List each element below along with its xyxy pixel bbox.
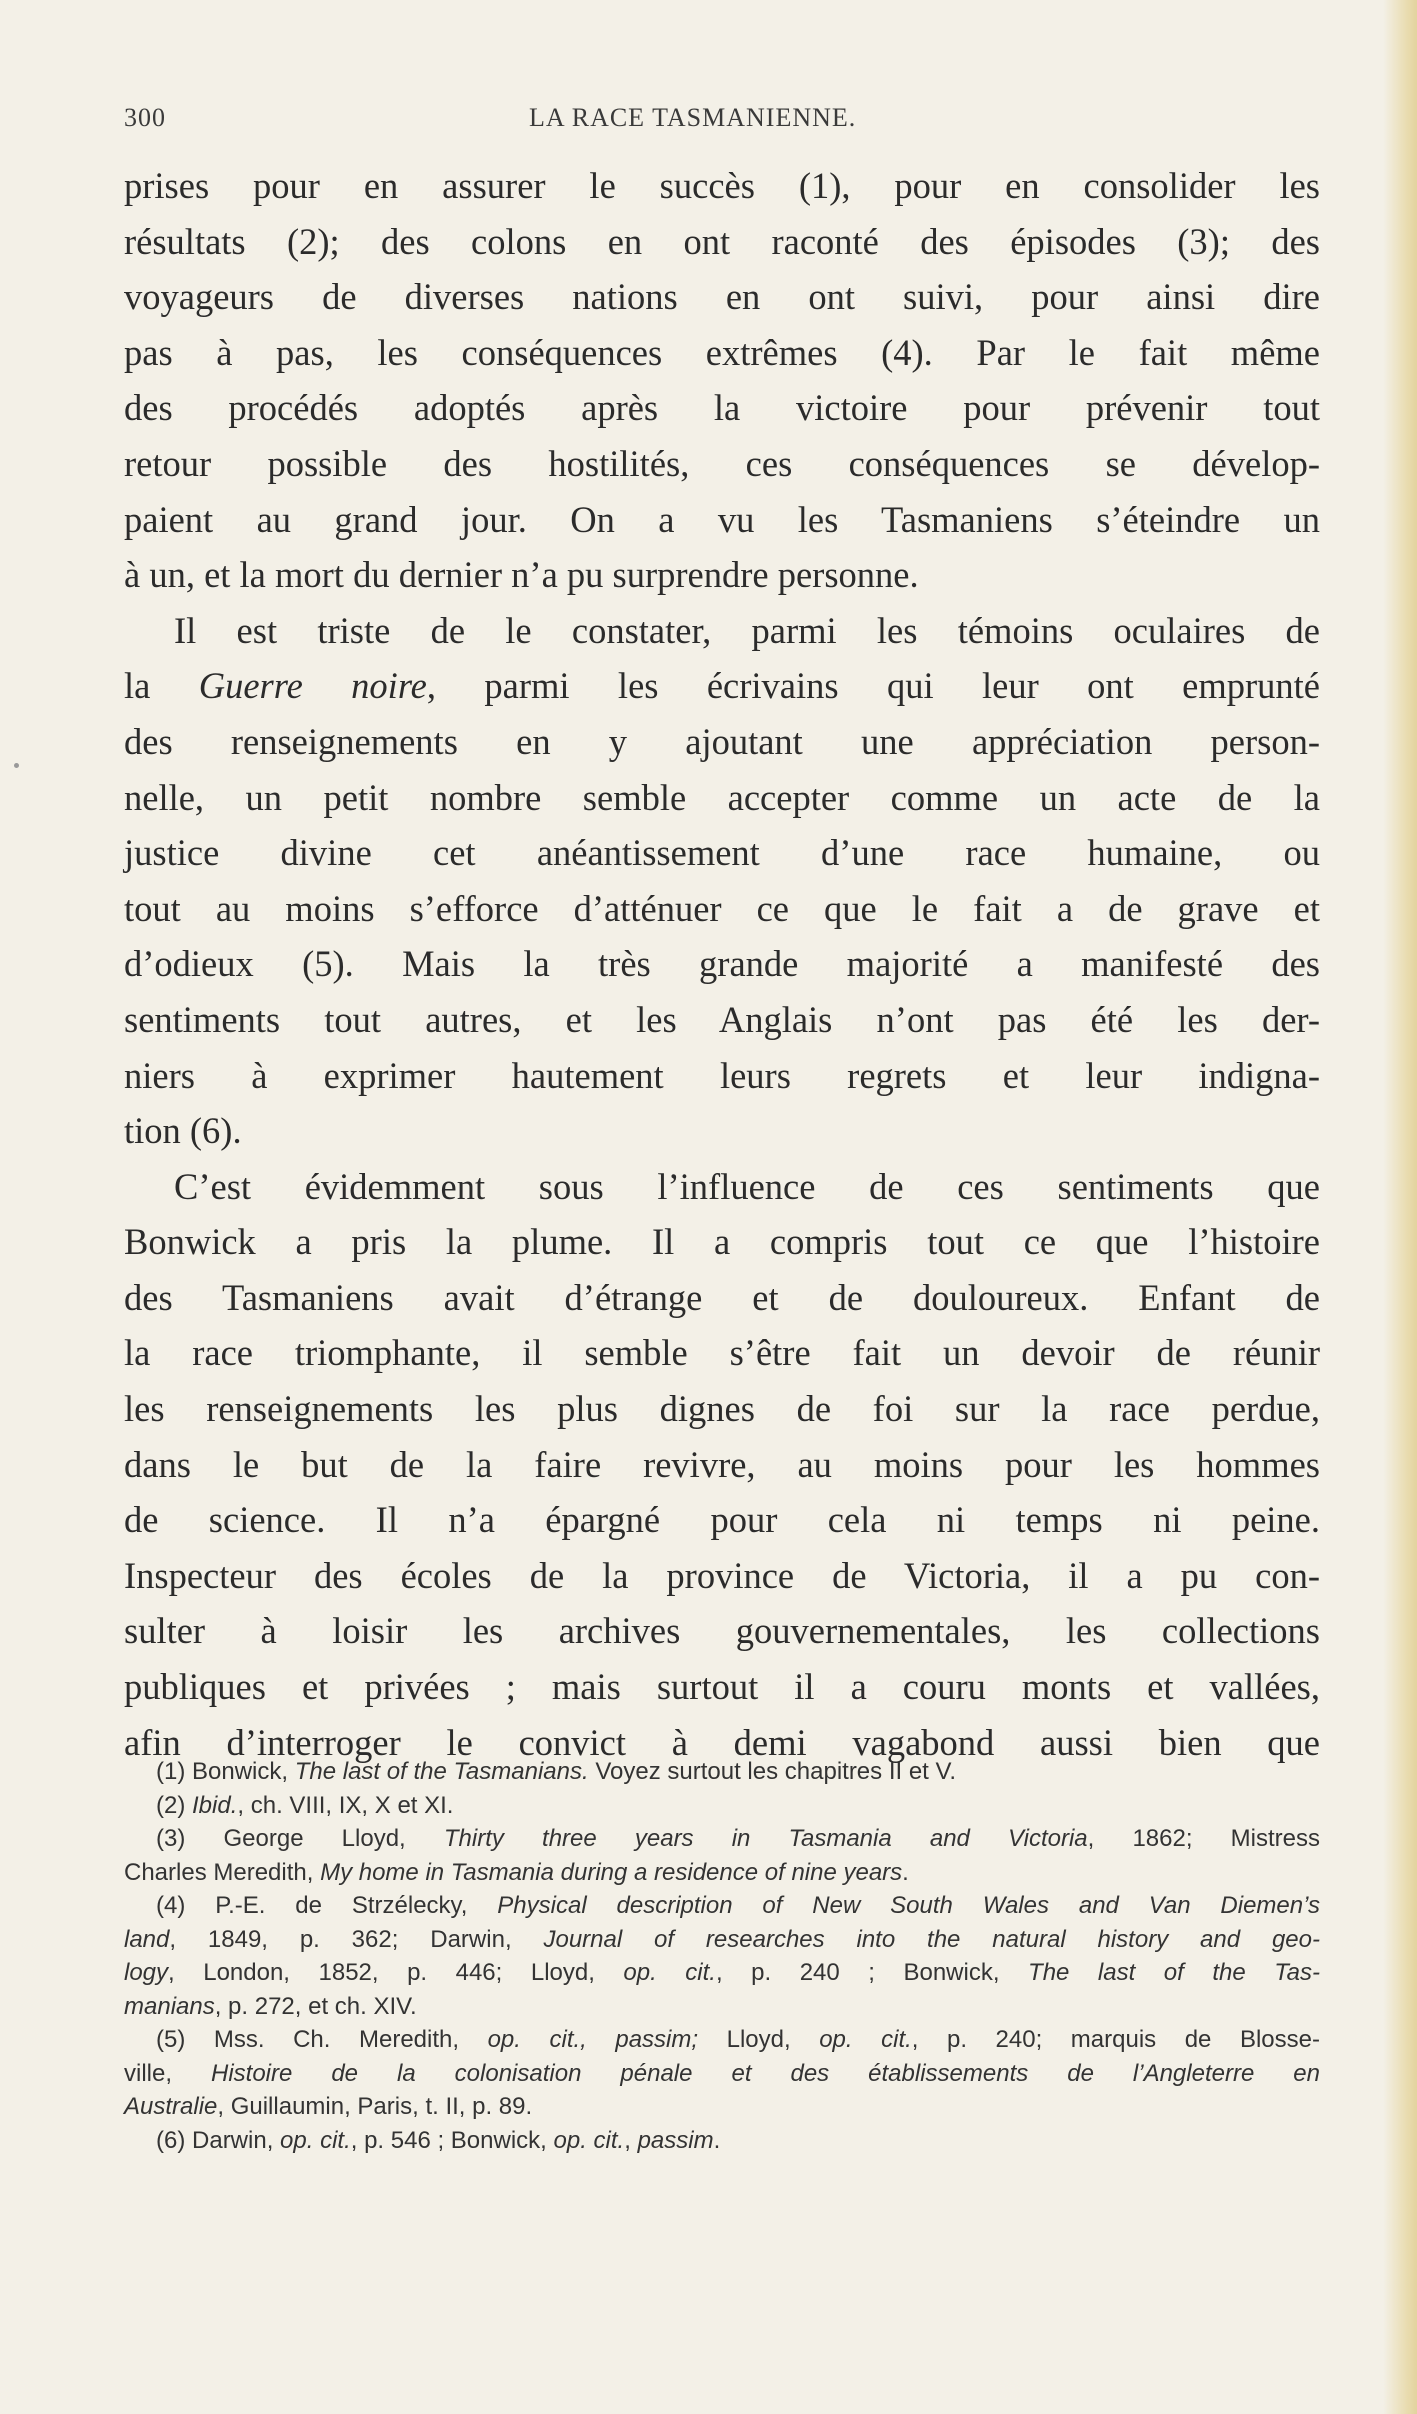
main-text (124, 158, 1320, 1770)
footnote-number: (5) (156, 2026, 186, 2053)
text-line: tion (6). (124, 1110, 242, 1152)
page-edge (1383, 0, 1417, 2414)
italic-title: Ibid. (192, 1791, 238, 1819)
text-line: des renseignements en y ajoutant une appréciation person- (124, 720, 1320, 762)
text-span: . (713, 2126, 721, 2154)
text-line: voyageurs de diverses nations en ont suivi, pour ainsi dire (124, 276, 1320, 318)
text-line (124, 658, 1320, 714)
text-span: Bonwick, (185, 1758, 295, 1785)
italic-title: The last of the Tasmanians. (294, 1758, 589, 1785)
footnote-4-cont (124, 1923, 1320, 1957)
text-span: , ch. VIII, IX, X et XI. (237, 1791, 454, 1819)
footnote-5-cont (124, 2090, 1320, 2124)
text-span: , p. 240 ; Bonwick, (715, 1959, 1029, 1986)
page-number: 300 (124, 103, 166, 132)
footnote-3-cont (124, 1856, 1320, 1890)
text-span: Il est triste de le constater, parmi les témoins oculaires de (174, 609, 1320, 651)
footnotes (124, 1755, 1320, 2157)
text-span: George Lloyd, (185, 1825, 444, 1852)
text-span: , Guillaumin, Paris, t. II, p. 89. (217, 2093, 533, 2120)
italic-title: The last of the Tas- (1028, 1959, 1320, 1986)
text-line: tout au moins s’efforce d’atténuer ce que le fait a de grave et (124, 887, 1320, 929)
italic-title: op. cit. (819, 2026, 912, 2053)
italic-title: Australie (124, 2093, 218, 2120)
footnote-number: (3) (156, 1825, 186, 1852)
text-span: Darwin, (185, 2126, 281, 2154)
italic-title: Thirty three years in Tasmania and Victoria (443, 1825, 1088, 1852)
running-title: LA RACE TASMANIENNE. (529, 103, 857, 132)
footnote-number: (2) (156, 1791, 186, 1819)
text-line: la race triomphante, il semble s’être fait un devoir de réunir (124, 1332, 1320, 1374)
text-line: prises pour en assurer le succès (1), pour en consolider les (124, 165, 1320, 206)
text-span: , 1862; Mistress (1087, 1825, 1320, 1852)
italic-title: My home in Tasmania during a residence of nine years (320, 1858, 903, 1886)
italic-title: Physical description of New South Wales and Van Diemen’s (497, 1892, 1321, 1919)
text-span: Mss. Ch. Meredith, (185, 2026, 488, 2053)
italic-title: Journal of researches into the natural history and geo- (543, 1925, 1320, 1953)
footnote-4-cont (124, 1956, 1320, 1990)
footnote-number: (1) (156, 1758, 186, 1785)
text-line: nelle, un petit nombre semble accepter comme un acte de la (124, 776, 1320, 818)
italic-title: Histoire de la colonisation pénale et des établissements de l’Angleterre en (211, 2059, 1320, 2087)
footnote-4-cont (124, 1990, 1320, 2024)
text-span: , 1849, p. 362; Darwin, (169, 1925, 544, 1953)
text-span: , p. 272, et ch. XIV. (214, 1992, 417, 2020)
paragraph-start (124, 1159, 1320, 1215)
footnote-number: (6) (156, 2126, 186, 2154)
footnote-1 (124, 1755, 1320, 1789)
footnote-5 (124, 2023, 1320, 2057)
text-span: , p. 546 ; Bonwick, (350, 2126, 554, 2154)
text-line: à un, et la mort du dernier n’a pu surprendre personne. (124, 554, 919, 596)
footnote-6 (124, 2124, 1320, 2158)
italic-title: op. cit., passim; (487, 2026, 699, 2053)
text-span: , p. 240; marquis de Blosse- (911, 2026, 1320, 2053)
text-line: les renseignements les plus dignes de foi sur la race perdue, (124, 1388, 1320, 1430)
text-span: ville, (124, 2059, 211, 2087)
italic-title: op. cit. (553, 2126, 625, 2154)
footnote-2 (124, 1789, 1320, 1823)
running-header (124, 103, 1320, 143)
text-span: C’est évidemment sous l’influence de ces sentiments que (174, 1165, 1320, 1207)
italic-title: passim (637, 2126, 714, 2154)
margin-speck (14, 763, 19, 768)
text-line: des Tasmaniens avait d’étrange et de douloureux. Enfant de (124, 1276, 1320, 1318)
text-span: P.-E. de Strzélecky, (185, 1892, 498, 1919)
text-span: , (624, 2126, 638, 2154)
italic-title: op. cit. (623, 1959, 716, 1986)
text-line: afin d’interroger le convict à demi vagabond aussi bien que (124, 1721, 1320, 1763)
italic-title: Guerre noire (198, 665, 427, 707)
text-line: pas à pas, les conséquences extrêmes (4). Par le fait même (124, 331, 1320, 373)
text-line: sulter à loisir les archives gouvernementales, les collections (124, 1610, 1320, 1652)
text-span: Lloyd, (698, 2026, 820, 2053)
text-line: résultats (2); des colons en ont raconté des épisodes (3); des (124, 220, 1320, 262)
text-span: , London, 1852, p. 446; Lloyd, (168, 1959, 624, 1986)
text-line: des procédés adoptés après la victoire pour prévenir tout (124, 387, 1320, 429)
italic-title: land (124, 1925, 170, 1953)
text-line: justice divine cet anéantissement d’une race humaine, ou (124, 832, 1320, 874)
text-line: dans le but de la faire revivre, au moins pour les hommes (124, 1443, 1320, 1485)
text-line: Inspecteur des écoles de la province de Victoria, il a pu con- (124, 1554, 1320, 1596)
text-span: Voyez surtout les chapitres II et V. (588, 1758, 956, 1785)
text-span: . (902, 1858, 909, 1886)
footnote-number: (4) (156, 1892, 186, 1919)
text-line: publiques et privées ; mais surtout il a couru monts et vallées, (124, 1666, 1320, 1708)
text-line: retour possible des hostilités, ces conséquences se dévelop- (124, 442, 1320, 484)
text-line: Bonwick a pris la plume. Il a compris tout ce que l’histoire (124, 1221, 1320, 1263)
text-line: de science. Il n’a épargné pour cela ni temps ni peine. (124, 1499, 1320, 1541)
footnote-4 (124, 1889, 1320, 1923)
italic-title: op. cit. (280, 2126, 351, 2154)
italic-title: logy (124, 1959, 169, 1986)
text-line: niers à exprimer hautement leurs regrets et leur indigna- (124, 1054, 1320, 1096)
text-span: , parmi les écrivains qui leur ont emprunté (426, 665, 1321, 707)
text-line: paient au grand jour. On a vu les Tasmaniens s’éteindre un (124, 498, 1320, 540)
footnote-5-cont (124, 2057, 1320, 2091)
text-line: sentiments tout autres, et les Anglais n’ont pas été les der- (124, 998, 1320, 1040)
italic-title: manians (124, 1992, 215, 2020)
text-span: la (124, 665, 199, 707)
text-span: Charles Meredith, (124, 1858, 321, 1886)
paragraph-start (124, 603, 1320, 659)
text-line: d’odieux (5). Mais la très grande majorité a manifesté des (124, 943, 1320, 985)
footnote-3 (124, 1822, 1320, 1856)
